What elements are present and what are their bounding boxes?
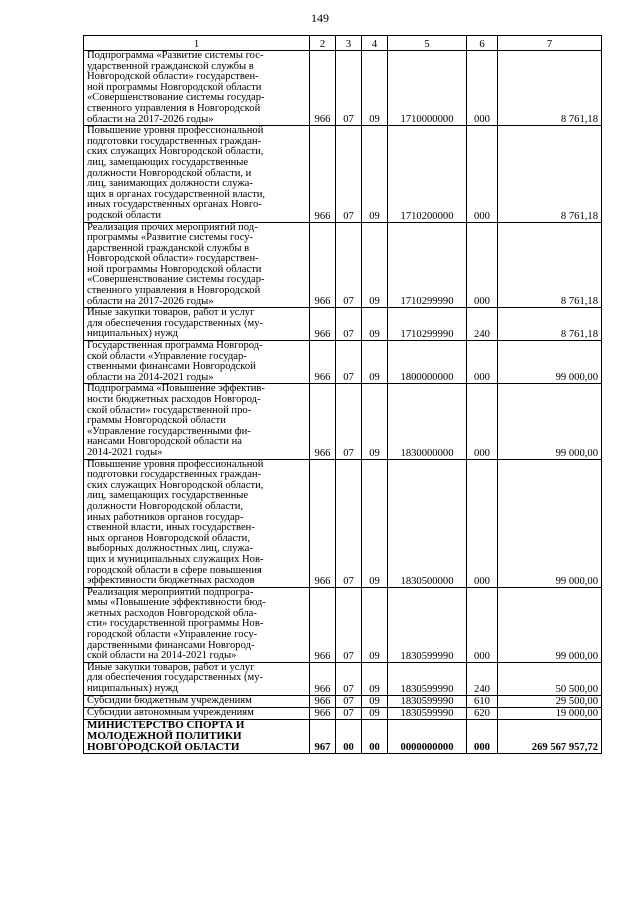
table-row (84, 719, 602, 753)
row-name-line: Реализация прочих мероприятий под- (87, 221, 258, 233)
row-name-line: ной программы Новгородской области (87, 81, 262, 93)
section-code-cell: 07 (336, 51, 362, 126)
row-name-cell (84, 51, 310, 126)
row-name-line: МИНИСТЕРСТВО СПОРТА И (87, 718, 245, 731)
row-name-line: «Управление государственными фи- (87, 425, 251, 437)
row-name-line: лиц, замещающих государственные (87, 490, 249, 502)
row-name-line: жетных расходов Новгородской обла- (87, 607, 257, 619)
row-name-line: Субсидии бюджетным учреждениям (87, 695, 252, 707)
table-row (84, 459, 602, 587)
row-name-line: Иные закупки товаров, работ и услуг (87, 661, 255, 673)
target-article-cell: 1830000000 (388, 384, 467, 459)
row-name-line: нансами Новгородской области на (87, 436, 242, 448)
row-name-line: ской области «Управление государ- (87, 350, 247, 362)
row-name-line: ной программы Новгородской области (87, 263, 262, 275)
ministry-code-cell: 966 (310, 51, 336, 126)
expense-type-cell: 000 (467, 341, 498, 384)
ministry-code-cell: 966 (310, 459, 336, 587)
row-name-line: лиц, занимающих должности служа- (87, 178, 253, 190)
row-name-line: городской области в сфере повышения (87, 564, 262, 576)
section-code-cell: 07 (336, 459, 362, 587)
amount-cell: 8 761,18 (498, 126, 602, 222)
section-code-cell: 07 (336, 662, 362, 695)
row-name-cell (84, 459, 310, 587)
header-col-1: 1 (84, 36, 310, 51)
row-name-cell (84, 222, 310, 308)
amount-cell: 8 761,18 (498, 51, 602, 126)
row-name-line: программы «Развитие системы госу- (87, 232, 254, 244)
section-code-cell: 00 (336, 719, 362, 753)
row-name-cell (84, 587, 310, 662)
row-name-line: Повышение уровня профессиональной (87, 125, 264, 137)
page-number: 149 (311, 11, 329, 25)
row-name-line: для обеспечения государственных (му- (87, 317, 264, 329)
row-name-line: Подпрограмма «Повышение эффектив- (87, 383, 265, 395)
row-name-line: должности Новгородской области, (87, 500, 244, 512)
amount-cell: 29 500,00 (498, 695, 602, 707)
row-name-cell (84, 126, 310, 222)
subsection-code-cell: 09 (362, 384, 388, 459)
subsection-code-cell: 09 (362, 308, 388, 341)
row-name-line: ударственной гражданской службы в (87, 60, 254, 72)
row-name-line: иных работников органов государ- (87, 511, 244, 523)
expense-type-cell: 000 (467, 51, 498, 126)
expense-type-cell: 620 (467, 707, 498, 719)
section-code-cell: 07 (336, 587, 362, 662)
target-article-cell: 1830500000 (388, 459, 467, 587)
subsection-code-cell: 09 (362, 51, 388, 126)
subsection-code-cell: 09 (362, 662, 388, 695)
row-name-line: ских служащих Новгородской области, (87, 479, 264, 491)
subsection-code-cell: 09 (362, 587, 388, 662)
row-name-line: Подпрограмма «Развитие системы гос- (87, 50, 264, 61)
row-name-line: области на 2014-2021 годы» (87, 371, 214, 383)
row-name-line: ской области» государственной про- (87, 404, 252, 416)
row-name-line: иных государственных органах Новго- (87, 199, 262, 211)
expense-type-cell: 000 (467, 384, 498, 459)
row-name-line: области на 2017-2026 годы» (87, 113, 214, 125)
subsection-code-cell: 09 (362, 126, 388, 222)
row-name-cell (84, 341, 310, 384)
target-article-cell: 1710200000 (388, 126, 467, 222)
table-row (84, 51, 602, 126)
table-row (84, 707, 602, 719)
section-code-cell: 07 (336, 384, 362, 459)
row-name-line: городской области «Управление госу- (87, 629, 258, 641)
row-name-line: Иные закупки товаров, работ и услуг (87, 307, 255, 319)
table-row (84, 587, 602, 662)
row-name-line: подготовки государственных граждан- (87, 469, 262, 481)
expense-type-cell: 240 (467, 662, 498, 695)
expense-type-cell: 240 (467, 308, 498, 341)
amount-cell: 99 000,00 (498, 587, 602, 662)
row-name-line: «Совершенствование системы государ- (87, 274, 265, 286)
amount-cell: 99 000,00 (498, 459, 602, 587)
subsection-code-cell: 09 (362, 222, 388, 308)
row-name-line: граммы Новгородской области (87, 415, 226, 427)
amount-cell: 269 567 957,72 (498, 719, 602, 753)
ministry-code-cell: 966 (310, 695, 336, 707)
row-name-line: «Совершенствование системы государ- (87, 92, 265, 104)
row-name-line: щих в органах государственной власти, (87, 188, 266, 200)
ministry-code-cell: 966 (310, 222, 336, 308)
target-article-cell: 0000000000 (388, 719, 467, 753)
row-name-line: ственного управления в Новгородской (87, 285, 261, 297)
row-name-line: области на 2017-2026 годы» (87, 295, 214, 307)
subsection-code-cell: 09 (362, 695, 388, 707)
table-row (84, 126, 602, 222)
table-body (84, 51, 602, 754)
row-name-line: Реализация мероприятий подпрогра- (87, 586, 254, 598)
row-name-line: Новгородской области» государствен- (87, 71, 259, 83)
amount-cell: 8 761,18 (498, 222, 602, 308)
row-name-line: ности бюджетных расходов Новгород- (87, 394, 261, 405)
row-name-line: должности Новгородской области, и (87, 167, 252, 179)
table-row (84, 341, 602, 384)
row-name-line: 2014-2021 годы» (87, 446, 163, 458)
row-name-line: МОЛОДЕЖНОЙ ПОЛИТИКИ (87, 729, 242, 742)
row-name-line: дарственными финансами Новгород- (87, 639, 255, 651)
row-name-line: Государственная программа Новгород- (87, 340, 263, 352)
row-name-line: ниципальных) нужд (87, 328, 179, 340)
expense-type-cell: 610 (467, 695, 498, 707)
section-code-cell: 07 (336, 695, 362, 707)
section-code-cell: 07 (336, 308, 362, 341)
row-name-line: сти» государственной программы Нов- (87, 618, 264, 630)
expense-type-cell: 000 (467, 719, 498, 753)
row-name-line: для обеспечения государственных (му- (87, 672, 264, 684)
row-name-line: ственными финансами Новгородской (87, 361, 256, 373)
row-name-cell (84, 384, 310, 459)
target-article-cell: 1830599990 (388, 695, 467, 707)
row-name-line: родской области (87, 209, 162, 221)
expense-type-cell: 000 (467, 126, 498, 222)
table-row (84, 695, 602, 707)
amount-cell: 99 000,00 (498, 341, 602, 384)
row-name-line: щих и муниципальных служащих Нов- (87, 553, 264, 565)
row-name-line: ных органов Новгородской области, (87, 532, 250, 544)
row-name-line: ской области на 2014-2021 годы» (87, 650, 237, 662)
table-row (84, 662, 602, 695)
expense-type-cell: 000 (467, 587, 498, 662)
expense-type-cell: 000 (467, 459, 498, 587)
row-name-cell (84, 308, 310, 341)
amount-cell: 99 000,00 (498, 384, 602, 459)
target-article-cell: 1710299990 (388, 308, 467, 341)
expense-type-cell: 000 (467, 222, 498, 308)
row-name-line: Повышение уровня профессиональной (87, 458, 264, 470)
ministry-code-cell: 966 (310, 587, 336, 662)
header-col-3: 3 (336, 36, 362, 51)
section-code-cell: 07 (336, 222, 362, 308)
row-name-cell (84, 662, 310, 695)
ministry-code-cell: 966 (310, 341, 336, 384)
amount-cell: 8 761,18 (498, 308, 602, 341)
target-article-cell: 1830599990 (388, 587, 467, 662)
row-name-cell (84, 695, 310, 707)
row-name-line: ственной власти, иных государствен- (87, 522, 255, 534)
row-name-line: выборных должностных лиц, служа- (87, 543, 253, 555)
table-row (84, 384, 602, 459)
row-name-line: НОВГОРОДСКОЙ ОБЛАСТИ (87, 740, 240, 753)
row-name-line: эффективности бюджетных расходов (87, 575, 255, 587)
row-name-line: подготовки государственных граждан- (87, 135, 262, 147)
header-col-2: 2 (310, 36, 336, 51)
row-name-line: Субсидии автономным учреждениям (87, 707, 254, 719)
ministry-code-cell: 966 (310, 308, 336, 341)
amount-cell: 19 000,00 (498, 707, 602, 719)
header-col-7: 7 (498, 36, 602, 51)
row-name-line: ственного управления в Новгородской (87, 102, 261, 114)
ministry-code-cell: 966 (310, 384, 336, 459)
subsection-code-cell: 00 (362, 719, 388, 753)
section-code-cell: 07 (336, 707, 362, 719)
table-row (84, 222, 602, 308)
budget-table (83, 35, 602, 754)
subsection-code-cell: 09 (362, 459, 388, 587)
target-article-cell: 1800000000 (388, 341, 467, 384)
amount-cell: 50 500,00 (498, 662, 602, 695)
ministry-code-cell: 966 (310, 662, 336, 695)
ministry-code-cell: 966 (310, 126, 336, 222)
header-col-5: 5 (388, 36, 467, 51)
row-name-line: Новгородской области» государствен- (87, 253, 259, 265)
row-name-line: лиц, замещающих государственные (87, 156, 249, 168)
target-article-cell: 1710000000 (388, 51, 467, 126)
table-row (84, 308, 602, 341)
row-name-cell (84, 707, 310, 719)
target-article-cell: 1710299990 (388, 222, 467, 308)
target-article-cell: 1830599990 (388, 662, 467, 695)
subsection-code-cell: 09 (362, 341, 388, 384)
row-name-line: ниципальных) нужд (87, 683, 179, 695)
row-name-line: ммы «Повышение эффективности бюд- (87, 597, 266, 609)
ministry-code-cell: 966 (310, 707, 336, 719)
header-col-6: 6 (467, 36, 498, 51)
target-article-cell: 1830599990 (388, 707, 467, 719)
row-name-cell (84, 719, 310, 753)
section-code-cell: 07 (336, 126, 362, 222)
subsection-code-cell: 09 (362, 707, 388, 719)
header-col-4: 4 (362, 36, 388, 51)
ministry-code-cell: 967 (310, 719, 336, 753)
row-name-line: ских служащих Новгородской области, (87, 146, 264, 158)
section-code-cell: 07 (336, 341, 362, 384)
row-name-line: дарственной гражданской службы в (87, 242, 250, 254)
table-header-row (84, 36, 602, 51)
